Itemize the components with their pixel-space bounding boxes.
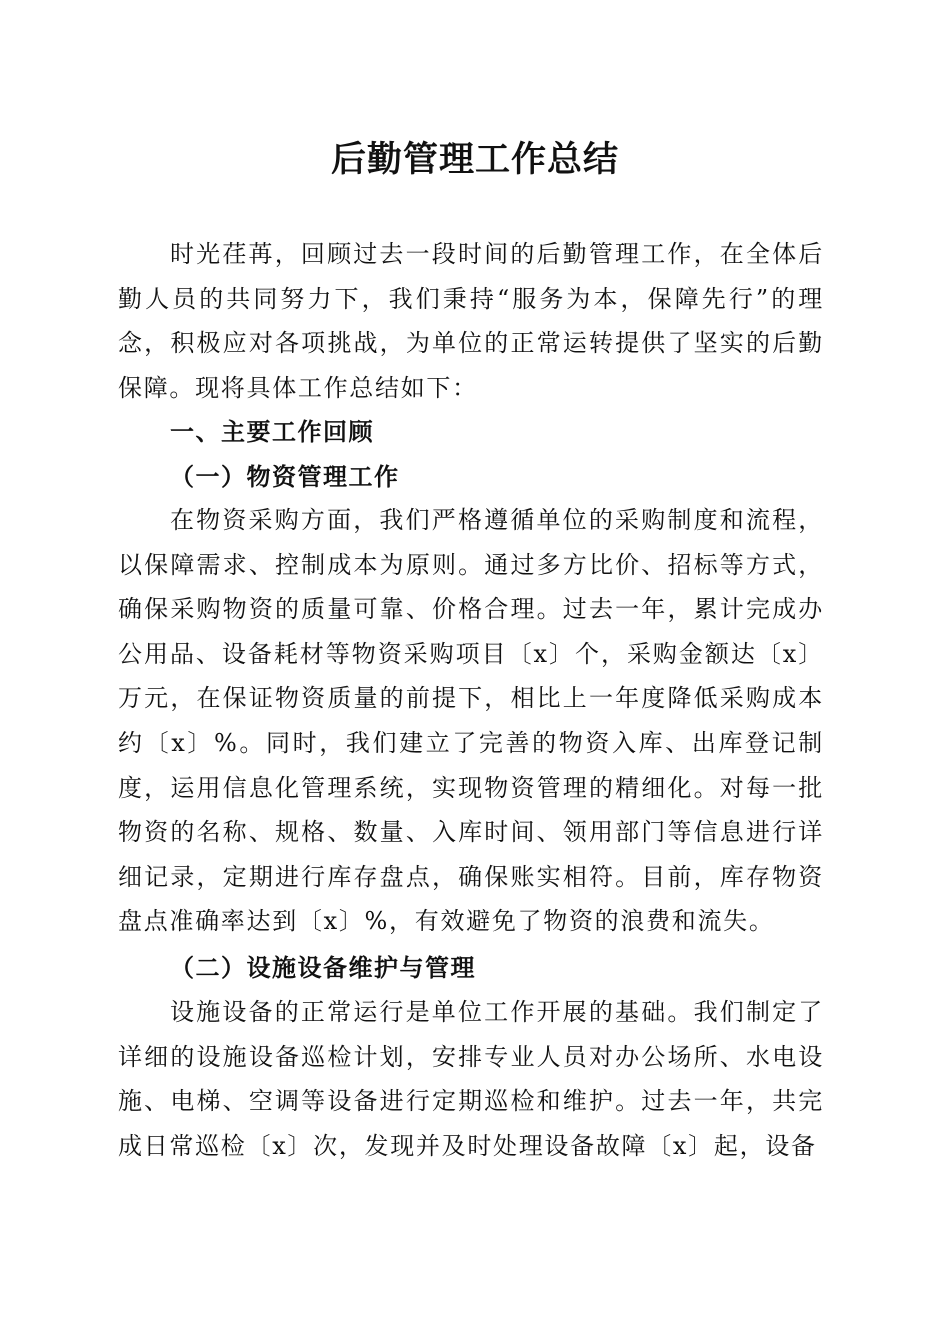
materials-paragraph: 在物资采购方面，我们严格遵循单位的采购制度和流程，以保障需求、控制成本为原则。通过多方比价、招标等方式，确保采购物资的质量可靠、价格合理。过去一年，累计完成办公用品、设备耗材等物资采购项目〔x〕个，采购金额达〔x〕万元，在保证物资质量的前提下，相比上一年度降低采购成本约〔x〕%。同时，我们建立了完善的物资入库、出库登记制度，运用信息化管理系统，实现物资管理的精细化。对每一批物资的名称、规格、数量、入库时间、领用部门等信息进行详细记录，定期进行库存盘点，确保账实相符。目前，库存物资盘点准确率达到〔x〕%，有效避免了物资的浪费和流失。: [118, 506, 824, 936]
intro-paragraph: 时光荏苒，回顾过去一段时间的后勤管理工作，在全体后勤人员的共同努力下，我们秉持“服务为本，保障先行”的理念，积极应对各项挑战，为单位的正常运转提供了坚实的后勤保障。现将具体工作总结如下：: [118, 240, 824, 402]
section-heading-main-review: 一、主要工作回顾: [170, 418, 374, 446]
facilities-paragraph: 设施设备的正常运行是单位工作开展的基础。我们制定了详细的设施设备巡检计划，安排专业人员对办公场所、水电设施、电梯、空调等设备进行定期巡检和维护。过去一年，共完成日常巡检〔x〕次，发现并及时处理设备故障〔x〕起，设备: [118, 998, 824, 1160]
subsection-heading-facilities: （二）设施设备维护与管理: [170, 953, 476, 982]
subsection-heading-materials: （一）物资管理工作: [170, 462, 400, 491]
document-title: 后勤管理工作总结: [330, 139, 619, 180]
